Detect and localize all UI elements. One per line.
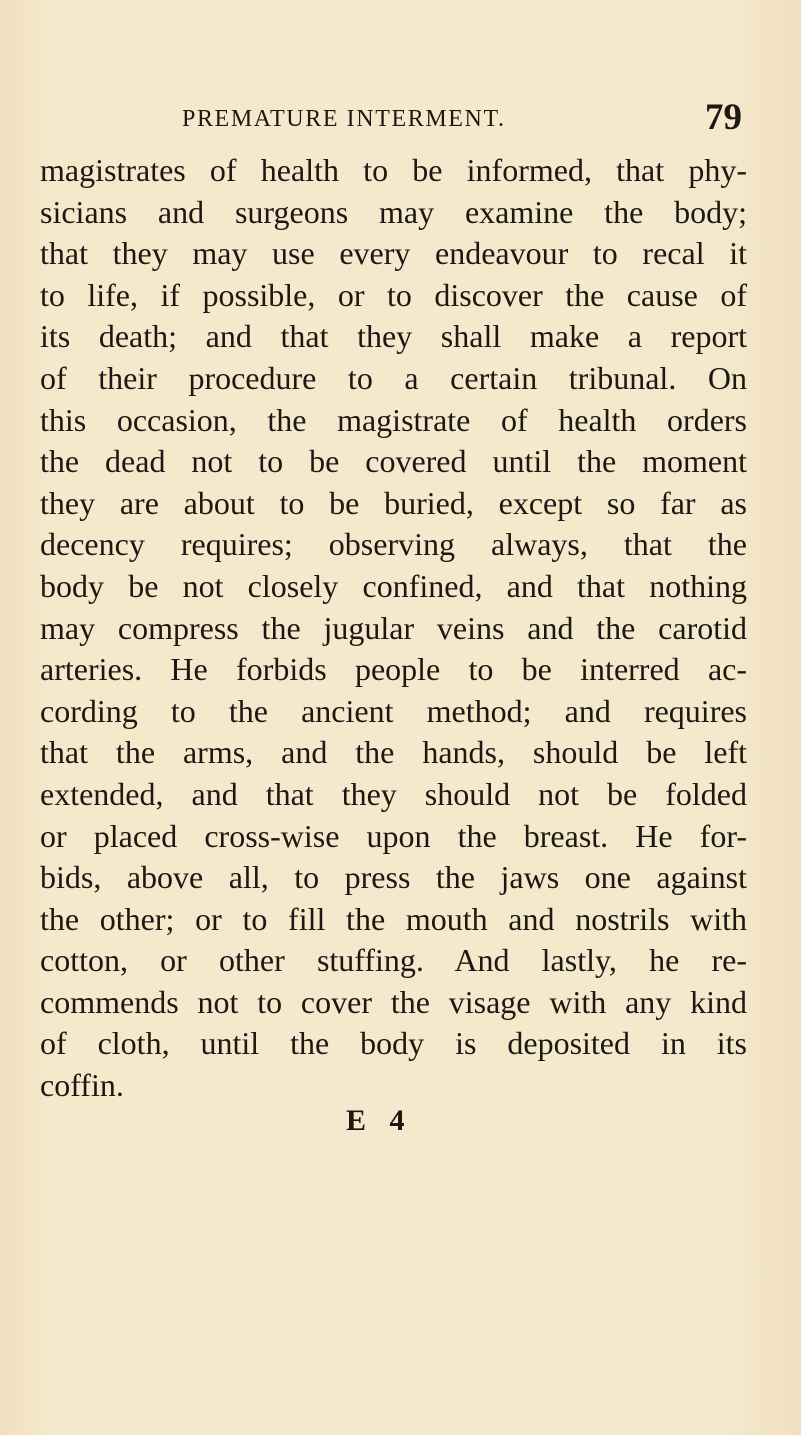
text-line: its death; and that they shall make a report — [40, 318, 747, 355]
text-line: body be not closely confined, and that nothing — [40, 567, 747, 604]
text-line: of their procedure to a certain tribunal. On — [40, 359, 747, 396]
text-line: magistrates of health to be informed, that phy- — [40, 152, 747, 188]
text-line: or placed cross-wise upon the breast. He for- — [40, 817, 747, 854]
text-line: that the arms, and the hands, should be left — [40, 734, 747, 771]
text-line: to life, if possible, or to discover the cause of — [40, 276, 747, 313]
text-line: that they may use every endeavour to recal it — [40, 235, 747, 272]
text-line: this occasion, the magistrate of health orders — [40, 401, 747, 438]
text-line: they are about to be buried, except so far as — [40, 484, 747, 521]
running-title: PREMATURE INTERMENT. — [182, 106, 506, 132]
text-line: cording to the ancient method; and requires — [40, 692, 747, 729]
text-line: the dead not to be covered until the moment — [40, 443, 747, 480]
body-text — [40, 150, 747, 1107]
text-line: cotton, or other stuffing. And lastly, he re- — [40, 942, 747, 979]
text-line: arteries. He forbids people to be interred ac- — [40, 651, 747, 688]
text-line: extended, and that they should not be folded — [40, 775, 747, 812]
text-line: coffin. — [40, 1067, 124, 1104]
text-line: of cloth, until the body is deposited in its — [40, 1025, 747, 1062]
text-line: decency requires; observing always, that the — [40, 526, 747, 563]
signature-mark: E 4 — [346, 1104, 413, 1137]
text-line: commends not to cover the visage with any kind — [40, 983, 747, 1020]
text-line: bids, above all, to press the jaws one against — [40, 859, 747, 896]
text-line: sicians and surgeons may examine the body; — [40, 193, 747, 230]
running-head — [182, 96, 742, 136]
text-line: may compress the jugular veins and the carotid — [40, 609, 747, 646]
text-line: the other; or to fill the mouth and nostrils with — [40, 900, 747, 937]
page-number: 79 — [705, 97, 742, 138]
